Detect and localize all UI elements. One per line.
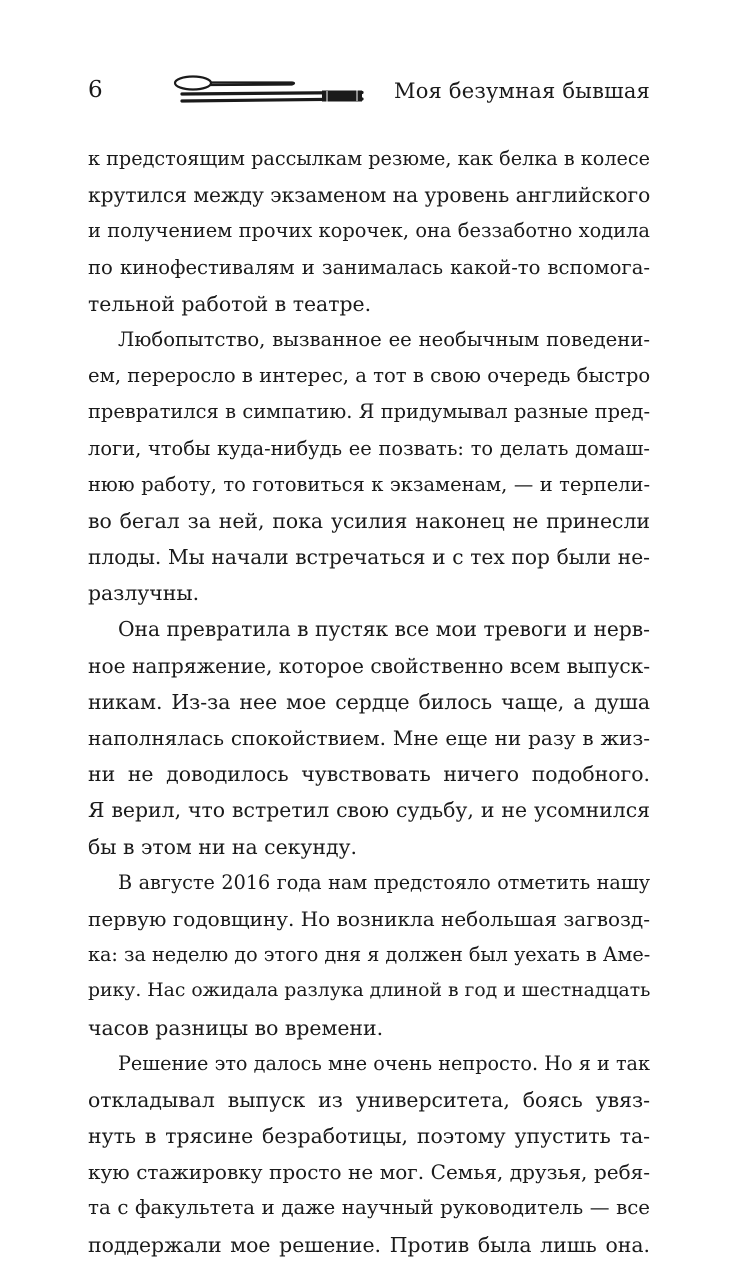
page-number: 6 xyxy=(88,77,103,103)
text-line: Я верил, что встретил свою судьбу, и не усомнился xyxy=(88,798,650,823)
text-line: бы в этом ни на секунду. xyxy=(88,834,358,859)
text-line: во бегал за ней, пока усилия наконец не принесли xyxy=(88,508,650,533)
spoon-and-chopsticks-icon xyxy=(172,74,364,108)
running-title: Моя безумная бывшая xyxy=(394,79,650,103)
text-line: и получением прочих корочек, она беззаботно ходила xyxy=(88,219,650,243)
text-line: превратился в симпатию. Я придумывал разные пред- xyxy=(88,400,650,424)
text-line: по кинофестивалям и занималась какой-то вспомога- xyxy=(88,255,650,279)
text-line: Решение это далось мне очень непросто. Но я и так xyxy=(118,1051,650,1075)
text-line: кую стажировку просто не мог. Семья, друзья, ребя- xyxy=(88,1160,650,1185)
text-line: первую годовщину. Но возникла небольшая загвозд- xyxy=(88,906,650,931)
text-line: наполнялась спокойствием. Мне еще ни разу в жиз- xyxy=(88,726,650,750)
text-line: ни не доводилось чувствовать ничего подобного. xyxy=(88,762,650,787)
text-line: ем, переросло в интерес, а тот в свою очередь быстро xyxy=(88,364,650,388)
text-line: плоды. Мы начали встречаться и с тех пор были не- xyxy=(88,545,650,570)
text-line: В августе 2016 года нам предстояло отметить нашу xyxy=(118,870,650,894)
text-line: поддержали мое решение. Против была лишь она. xyxy=(88,1232,650,1257)
text-line: тельной работой в театре. xyxy=(88,291,372,316)
text-line: часов разницы во времени. xyxy=(88,1015,384,1040)
text-line: ное напряжение, которое свойственно всем выпуск- xyxy=(88,653,650,678)
text-line: ка: за неделю до этого дня я должен был уехать в Аме- xyxy=(88,943,650,967)
text-line: рику. Нас ожидала разлука длиной в год и шестнадцать xyxy=(88,980,650,1002)
text-line: крутился между экзаменом на уровень английского xyxy=(88,183,650,208)
page-header xyxy=(88,72,650,112)
text-line: нуть в трясине безработицы, поэтому упустить та- xyxy=(88,1124,650,1149)
text-line: откладывал выпуск из университета, боясь увяз- xyxy=(88,1087,650,1112)
text-line: Любопытство, вызванное ее необычным поведени- xyxy=(118,327,650,351)
text-line: к предстоящим рассылкам резюме, как белка в колесе xyxy=(88,147,650,170)
text-line: никам. Из-за нее мое сердце билось чаще, а душа xyxy=(88,689,650,714)
text-line: Она превратила в пустяк все мои тревоги и нерв- xyxy=(118,617,650,642)
text-line: та с факультета и даже научный руководитель — все xyxy=(88,1196,650,1220)
text-line: нюю работу, то готовиться к экзаменам, — и терпели- xyxy=(88,472,650,496)
text-line: разлучны. xyxy=(88,581,200,606)
text-line: логи, чтобы куда-нибудь ее позвать: то делать домаш- xyxy=(88,436,650,460)
body-text xyxy=(88,141,650,1263)
